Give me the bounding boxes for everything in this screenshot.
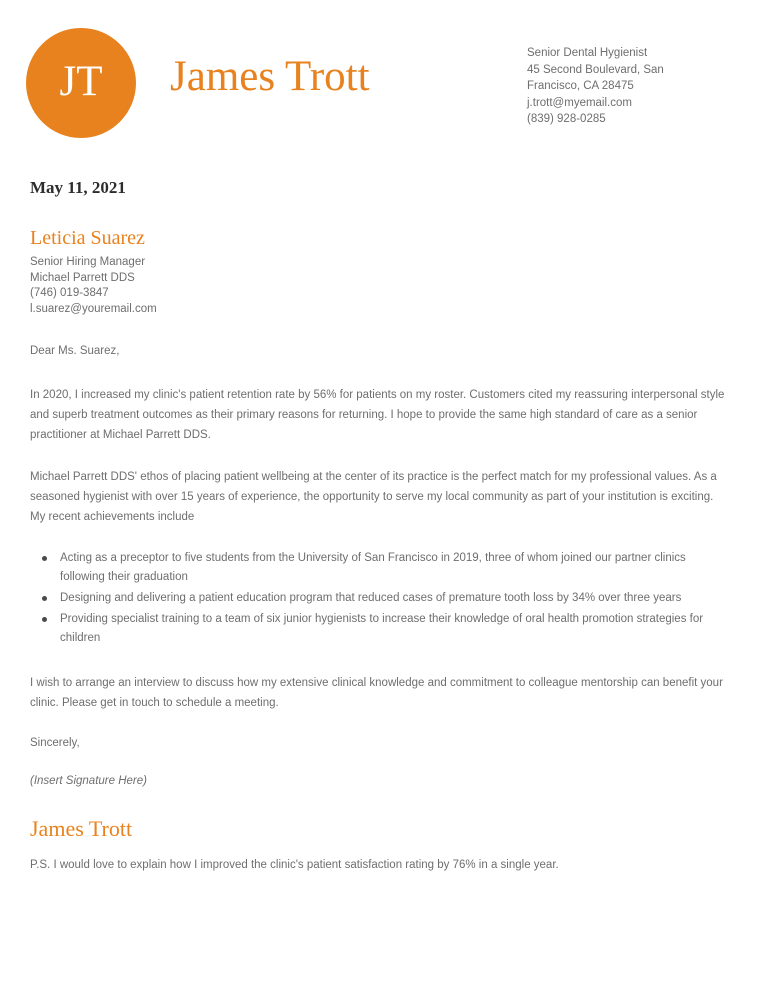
recipient-title: Senior Hiring Manager bbox=[30, 256, 146, 269]
letter-body bbox=[30, 178, 728, 874]
sign-off: Sincerely, bbox=[30, 737, 80, 750]
letter-date: May 11, 2021 bbox=[30, 178, 126, 197]
monogram-initials: JT bbox=[59, 58, 103, 105]
header-full-name: James Trott bbox=[170, 53, 370, 100]
achievements-list bbox=[30, 549, 728, 648]
header-contact-block bbox=[527, 45, 742, 128]
contact-phone: (839) 928-0285 bbox=[527, 113, 606, 125]
salutation: Dear Ms. Suarez, bbox=[30, 345, 120, 358]
signature-placeholder: (Insert Signature Here) bbox=[30, 775, 147, 788]
monogram-avatar bbox=[26, 28, 136, 138]
recipient-details-block bbox=[30, 255, 728, 317]
signature-name: James Trott bbox=[30, 816, 133, 842]
body-paragraph-2: Michael Parrett DDS' ethos of placing patient wellbeing at the center of its practice is the perfect match for my professional values. As a seasoned hygienist with over 15 years of experience, the opportunity to serve my local community as part of your institution is exciting. My recent achievements include bbox=[30, 471, 717, 524]
letter-header bbox=[0, 0, 768, 160]
recipient-name: Leticia Suarez bbox=[30, 227, 145, 250]
body-paragraph-1: In 2020, I increased my clinic's patient retention rate by 56% for patients on my roster. Customers cited my reassuring interpersonal style and superb treatment outcomes as their primary reasons for returning. I hope to provide the same high standard of care as a senior practitioner at Michael Parrett DDS. bbox=[30, 389, 725, 442]
contact-job-title: Senior Dental Hygienist bbox=[527, 47, 648, 59]
recipient-company: Michael Parrett DDS bbox=[30, 271, 135, 284]
contact-address-line-2: Francisco, CA 28475 bbox=[527, 80, 634, 92]
list-item: Providing specialist training to a team of six junior hygienists to increase their knowledge of oral health promotion strategies for children bbox=[30, 610, 728, 648]
contact-address-line-1: 45 Second Boulevard, San bbox=[527, 63, 664, 76]
list-item: Acting as a preceptor to five students from the University of San Francisco in 2019, three of whom joined our partner clinics following their graduation bbox=[30, 549, 728, 587]
recipient-email: l.suarez@youremail.com bbox=[30, 302, 157, 315]
recipient-phone: (746) 019-3847 bbox=[30, 287, 109, 300]
contact-email: j.trott@myemail.com bbox=[527, 96, 632, 109]
list-item: Designing and delivering a patient education program that reduced cases of premature tooth loss by 34% over three years bbox=[30, 589, 728, 608]
closing-paragraph: I wish to arrange an interview to discuss how my extensive clinical knowledge and commitment to colleague mentorship can benefit your clinic. Please get in touch to schedule a meeting. bbox=[30, 677, 723, 710]
postscript: P.S. I would love to explain how I improved the clinic's patient satisfaction rating by 76% in a single year. bbox=[30, 858, 559, 871]
